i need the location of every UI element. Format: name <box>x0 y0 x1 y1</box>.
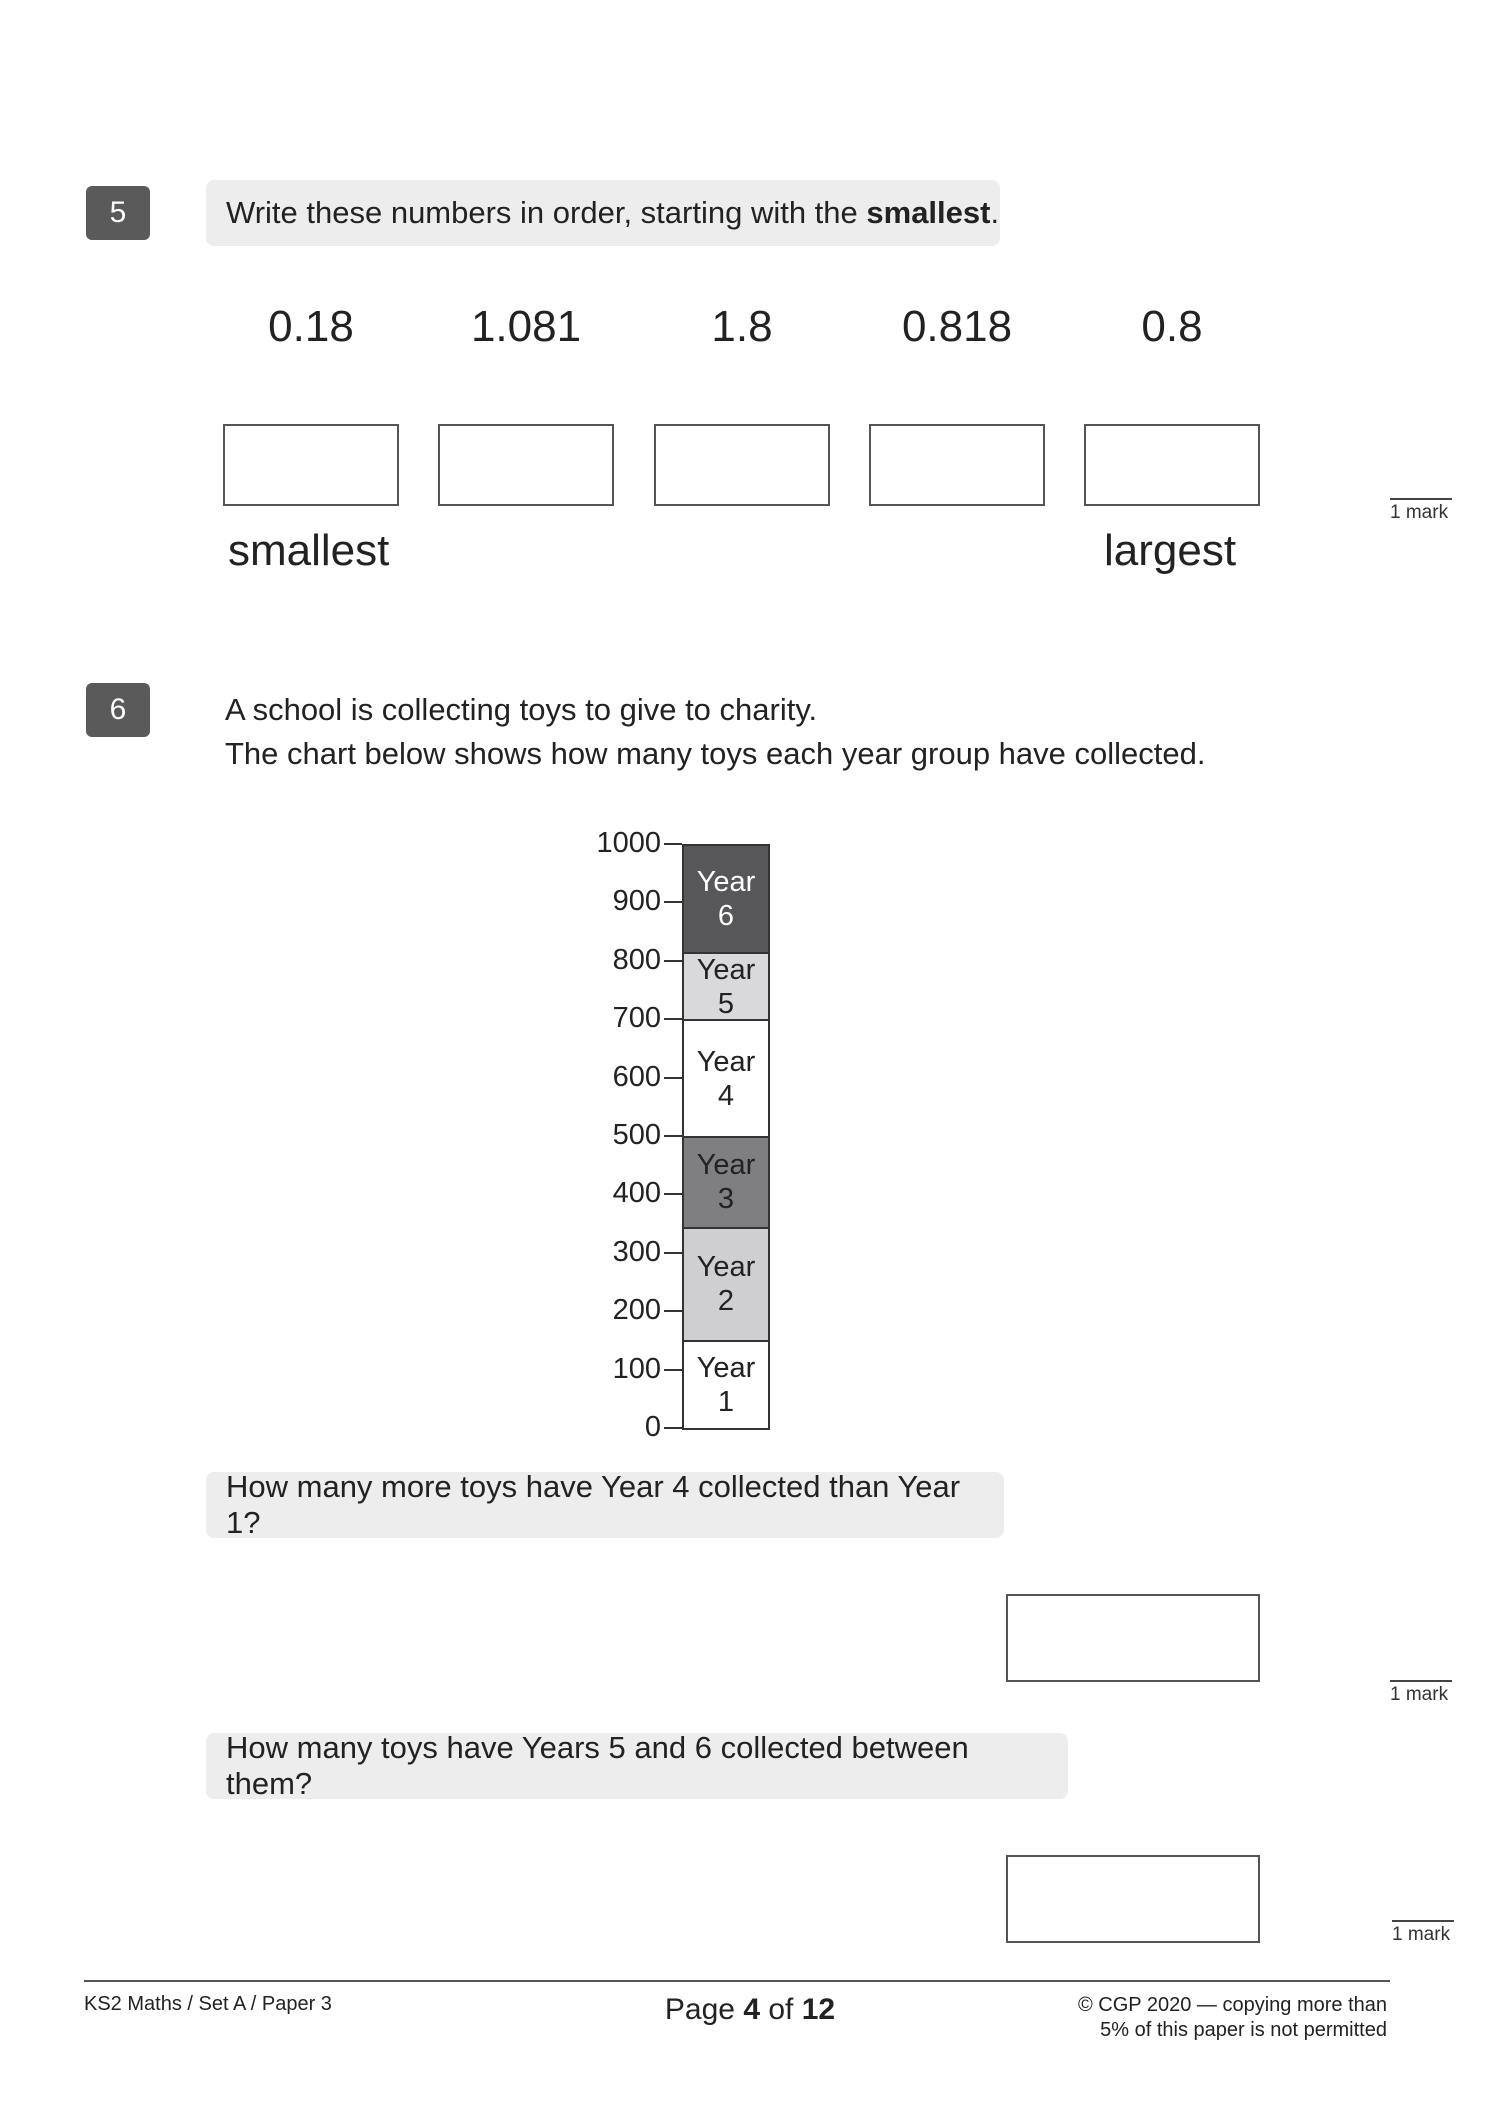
copyright-line1: © CGP 2020 — copying more than <box>1078 1994 1387 2016</box>
segment-label-number: 4 <box>717 1079 735 1112</box>
y-tick-label: 300 <box>612 1235 661 1268</box>
question-6-intro-line1: A school is collecting toys to give to charity. <box>225 692 818 727</box>
y-tick-label: 500 <box>612 1119 661 1151</box>
answer-box-2[interactable] <box>438 424 614 506</box>
y-tick-mark <box>664 960 682 962</box>
segment-label-word: Year <box>696 1045 756 1078</box>
question-6a-prompt: How many more toys have Year 4 collected than Year 1? <box>206 1472 1004 1538</box>
page-prefix: Page <box>664 1993 744 2026</box>
mark-rule <box>1390 498 1452 500</box>
y-tick-mark <box>664 1018 682 1020</box>
footer-copyright <box>1078 1993 1387 2043</box>
mark-label: 1 mark <box>1390 502 1449 523</box>
answer-box-4[interactable] <box>869 424 1045 506</box>
mark-label: 1 mark <box>1390 1684 1449 1705</box>
prompt-bold-word: smallest <box>866 195 991 230</box>
chart-segment-year-4 <box>682 1019 770 1138</box>
y-tick-mark <box>664 1310 682 1312</box>
chart-segment-year-3 <box>682 1136 770 1229</box>
number-2: 1.081 <box>470 302 582 351</box>
question-number-5: 5 <box>86 186 150 240</box>
y-tick-mark <box>664 843 682 845</box>
segment-label-number: 2 <box>717 1285 735 1318</box>
y-tick-label: 600 <box>612 1060 661 1093</box>
y-tick-label: 700 <box>612 1002 661 1035</box>
page-current: 4 <box>743 1993 760 2026</box>
segment-label-word: Year <box>696 1352 756 1385</box>
mark-rule <box>1390 1680 1452 1682</box>
answer-box-3[interactable] <box>654 424 830 506</box>
segment-label-number: 1 <box>717 1386 735 1419</box>
segment-label-word: Year <box>696 1149 756 1182</box>
prompt-text: Write these numbers in order, starting with the <box>226 195 867 230</box>
y-tick-mark <box>664 1427 682 1429</box>
question-5-prompt <box>206 180 1000 246</box>
y-tick-label: 0 <box>644 1411 661 1443</box>
answer-box-6b[interactable] <box>1006 1855 1260 1943</box>
number-5: 0.8 <box>1141 302 1203 351</box>
segment-label-number: 5 <box>717 987 735 1020</box>
chart-segment-year-6 <box>682 844 770 954</box>
question-number-6: 6 <box>86 683 150 737</box>
segment-label-word: Year <box>696 866 756 899</box>
mark-label: 1 mark <box>1392 1924 1451 1945</box>
prompt-end: . <box>990 195 1000 230</box>
page-mid: of <box>760 1993 802 2026</box>
y-tick-mark <box>664 901 682 903</box>
y-tick-label: 200 <box>612 1294 661 1327</box>
y-tick-mark <box>664 1077 682 1079</box>
answer-box-1[interactable] <box>223 424 399 506</box>
largest-label: largest <box>1104 526 1237 575</box>
footer-rule <box>84 1980 1390 1982</box>
y-tick-label: 400 <box>612 1177 661 1210</box>
page-total: 12 <box>801 1993 836 2026</box>
segment-label-word: Year <box>696 1251 756 1284</box>
footer-page-indicator <box>600 1993 900 2027</box>
segment-label-number: 3 <box>717 1183 735 1216</box>
y-tick-mark <box>664 1135 682 1137</box>
number-1: 0.18 <box>268 302 354 351</box>
y-tick-mark <box>664 1193 682 1195</box>
segment-label-number: 6 <box>717 900 735 933</box>
y-tick-mark <box>664 1252 682 1254</box>
y-tick-label: 1000 <box>596 827 661 859</box>
chart-segment-year-2 <box>682 1227 770 1343</box>
chart-segment-year-5 <box>682 952 770 1021</box>
y-tick-label: 800 <box>612 943 661 976</box>
chart-segment-year-1 <box>682 1340 770 1430</box>
copyright-line2: 5% of this paper is not permitted <box>1100 2019 1387 2041</box>
answer-box-5[interactable] <box>1084 424 1260 506</box>
number-4: 0.818 <box>901 302 1013 351</box>
question-6-intro-line2: The chart below shows how many toys each year group have collected. <box>225 736 1206 771</box>
y-tick-label: 900 <box>612 885 661 918</box>
number-3: 1.8 <box>711 302 773 351</box>
question-6b-prompt: How many toys have Years 5 and 6 collected between them? <box>206 1733 1068 1799</box>
smallest-label: smallest <box>228 526 390 575</box>
y-tick-label: 100 <box>612 1352 661 1385</box>
y-tick-mark <box>664 1369 682 1371</box>
footer-paper-label: KS2 Maths / Set A / Paper 3 <box>84 1993 332 2015</box>
answer-box-6a[interactable] <box>1006 1594 1260 1682</box>
segment-label-word: Year <box>696 953 756 986</box>
mark-rule <box>1392 1920 1454 1922</box>
